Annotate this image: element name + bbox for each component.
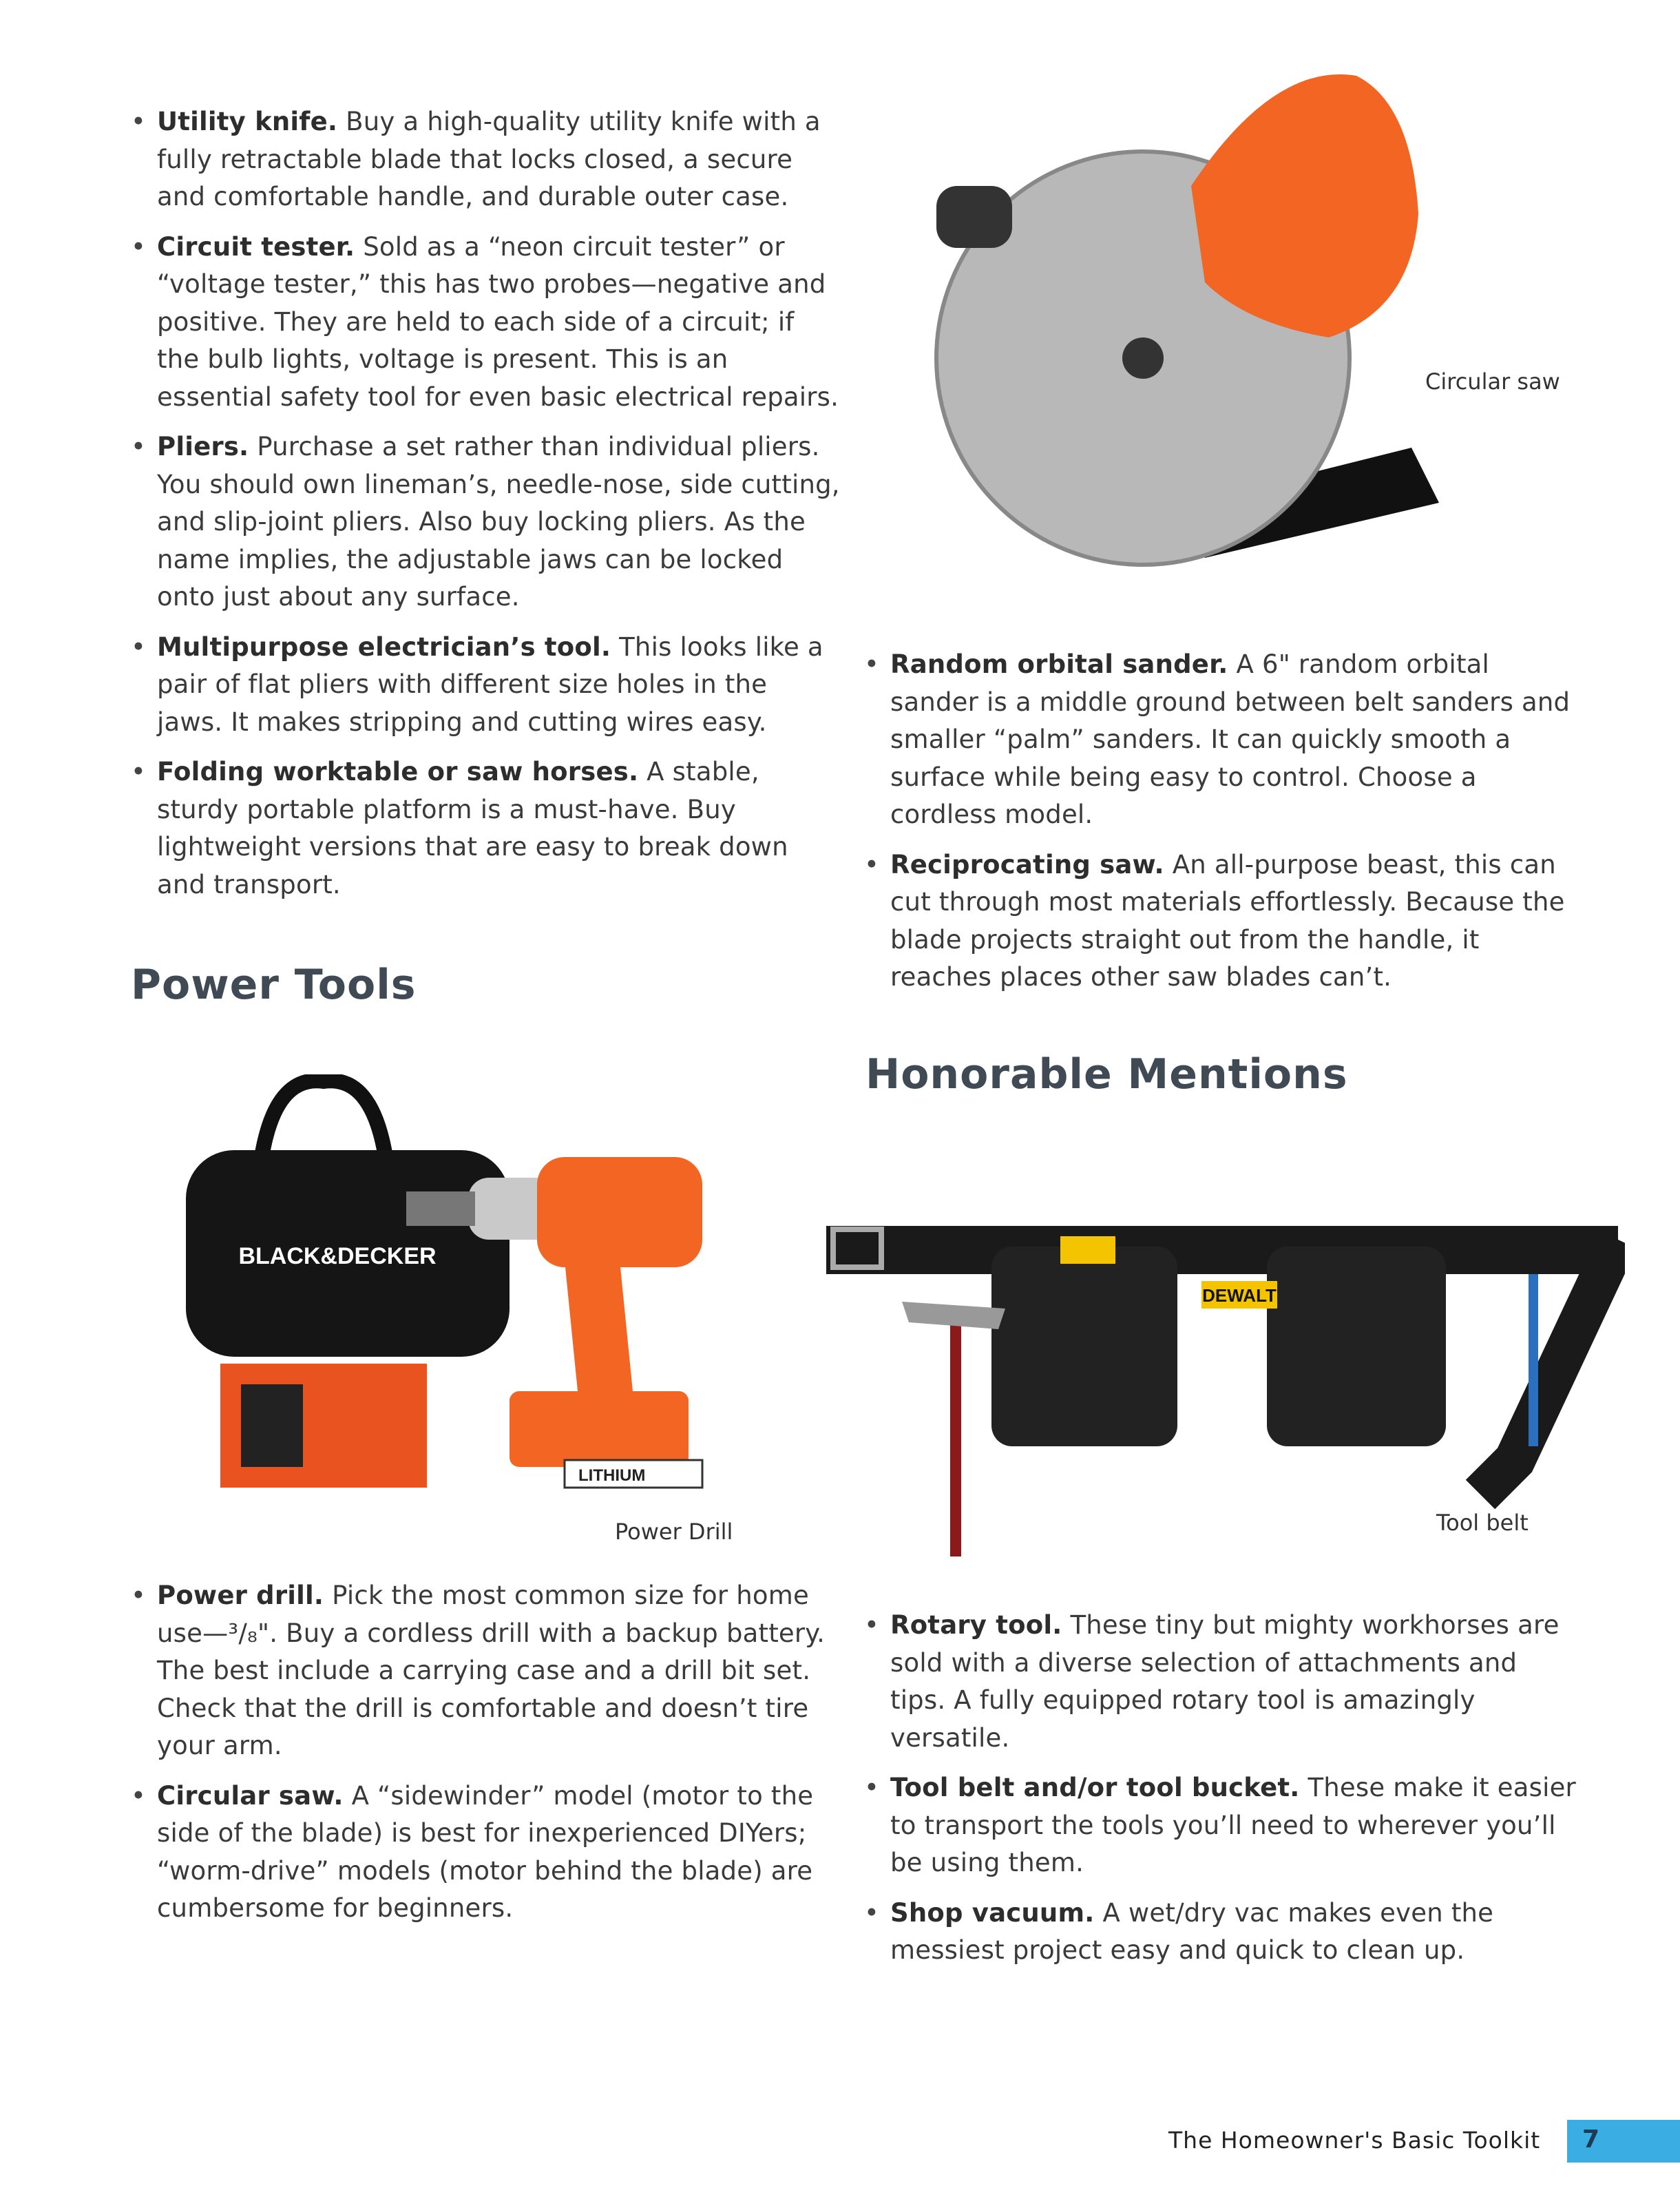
hand-tools-list xyxy=(131,103,840,904)
page-number-tab xyxy=(1567,2120,1680,2163)
power-tools-list-section xyxy=(131,1577,840,1940)
list-item: • Multipurpose electrician’s tool. This looks like a pair of flat pliers with different size holes in the jaws. It makes stripping and cutting wires easy. xyxy=(131,629,840,742)
circular-saw-image xyxy=(916,62,1467,599)
list-item: • Utility knife. Buy a high-quality utility knife with a fully retractable blade that locks closed, a secure and comfortable handle, and durable outer case. xyxy=(131,103,840,216)
list-item: • Tool belt and/or tool bucket. These make it easier to transport the tools you’ll need to wherever you’ll be using them. xyxy=(864,1769,1580,1882)
power-drill-image xyxy=(179,1074,716,1515)
hammer-handle xyxy=(950,1309,961,1556)
left-pouch xyxy=(991,1247,1177,1446)
circular-saw-caption: Circular saw xyxy=(1425,368,1560,395)
list-item: • Rotary tool. These tiny but mighty workhorses are sold with a diverse selection of attachments and tips. A fully equipped rotary tool is amazingly versatile. xyxy=(864,1607,1580,1757)
bag-brand-logo: BLACK&DECKER xyxy=(238,1243,437,1269)
power-drill-caption: Power Drill xyxy=(615,1519,733,1545)
hand-tools-section xyxy=(131,103,840,916)
right-pouch xyxy=(1267,1247,1446,1446)
honorable-mentions-heading: Honorable Mentions xyxy=(865,1050,1348,1098)
honorable-mentions-list-section xyxy=(864,1607,1580,1982)
bag-handle xyxy=(262,1081,386,1157)
belt-brand-logo: DEWALT xyxy=(1202,1285,1277,1306)
footer-title: The Homeowner's Basic Toolkit xyxy=(1168,2127,1541,2154)
list-item: • Random orbital sander. A 6" random orbital sander is a middle ground between belt sanders and smaller “palm” sanders. It can quickly smooth a surface while being easy to control. Choose a cordless model. xyxy=(864,646,1580,834)
dust-port xyxy=(936,186,1012,248)
drill-body xyxy=(537,1157,702,1267)
honorable-mentions-list xyxy=(864,1607,1580,1970)
list-item: • Circuit tester. Sold as a “neon circuit tester” or “voltage tester,” this has two probes—negative and positive. They are held to each side of a circuit; if the bulb lights, voltage is present. This is an essential safety tool for even basic electrical repairs. xyxy=(131,229,840,417)
tool-belt-caption: Tool belt xyxy=(1436,1510,1529,1536)
list-item: • Circular saw. A “sidewinder” model (motor to the side of the blade) is best for inexperienced DIYers; “worm-drive” models (motor behind the blade) are cumbersome for beginners. xyxy=(131,1778,840,1928)
power-tools-heading: Power Tools xyxy=(131,961,417,1009)
hammer-head xyxy=(902,1302,1005,1329)
saw-motor-housing xyxy=(1191,74,1418,337)
list-item: • Shop vacuum. A wet/dry vac makes even the messiest project easy and quick to clean up. xyxy=(864,1895,1580,1970)
page-number: 7 xyxy=(1582,2125,1600,2154)
battery-label: LITHIUM xyxy=(578,1466,646,1485)
list-item: • Reciprocating saw. An all-purpose beast, this can cut through most materials effortlessly. Because the blade projects straight out from the handle, it reaches places other saw blades can’t. xyxy=(864,846,1580,997)
list-item: • Pliers. Purchase a set rather than individual pliers. You should own lineman’s, needle-nose, side cutting, and slip-joint pliers. Also buy locking pliers. As the name implies, the adjustable jaws can be locked onto just about any surface. xyxy=(131,428,840,616)
drill-handle xyxy=(565,1260,633,1398)
belt-strap xyxy=(826,1226,1618,1274)
list-item: • Power drill. Pick the most common size for home use—³/₈". Buy a cordless drill with a backup battery. The best include a carrying case and a drill bit set. Check that the drill is comfortable and doesn’t tire your arm. xyxy=(131,1577,840,1765)
power-tools-list xyxy=(131,1577,840,1928)
right-tools-section xyxy=(864,646,1580,1009)
drill-battery xyxy=(510,1391,689,1467)
right-tools-list xyxy=(864,646,1580,997)
list-item: • Folding worktable or saw horses. A stable, sturdy portable platform is a must-have. Buy lightweight versions that are easy to break down and transport. xyxy=(131,753,840,904)
